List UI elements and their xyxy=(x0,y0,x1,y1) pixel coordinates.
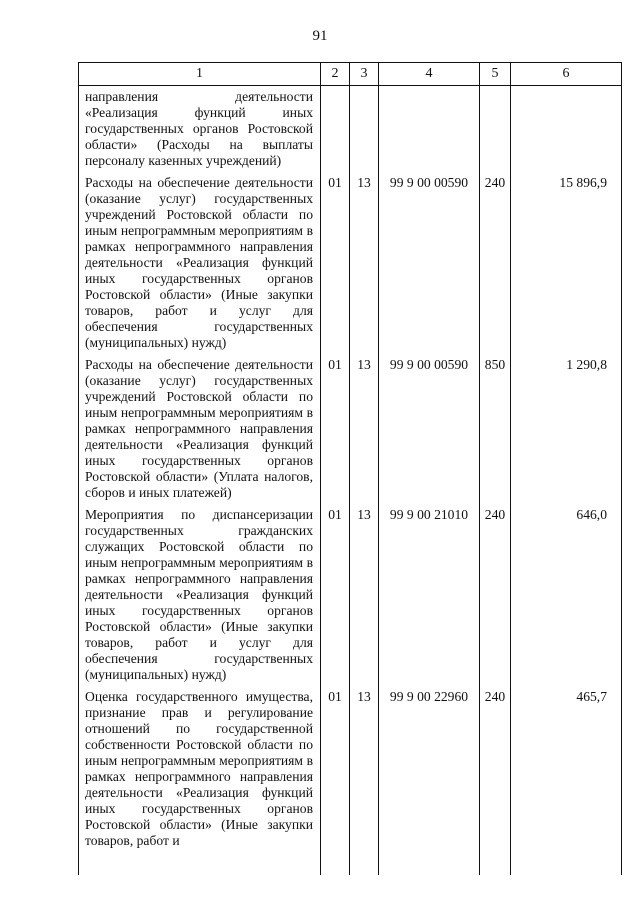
row-section: 01 xyxy=(321,507,350,689)
row-description: Мероприятия по диспансеризации государственных гражданских служащих Ростовской области по иным непрограммным мероприятиям в рамках непрограммного направления деятельности «Реализация функций иных государственных органов Ростовской области» (Иные закупки товаров, работ и услуг для обеспечения государственных (муниципальных) нужд) xyxy=(79,507,321,689)
row-amount: 15 896,9 xyxy=(511,175,622,357)
row-expense-type: 240 xyxy=(480,175,511,357)
row-expense-type: 240 xyxy=(480,507,511,689)
row-target-code: 99 9 00 00590 xyxy=(379,175,480,357)
row-subsection: 13 xyxy=(350,507,379,689)
row-section: 01 xyxy=(321,689,350,875)
row-description: направления деятельности «Реализация функций иных государственных органов Ростовской области» (Расходы на выплаты персоналу казенных учреждений) xyxy=(79,86,321,176)
table-row xyxy=(79,689,622,875)
table-row xyxy=(79,175,622,357)
table-row xyxy=(79,507,622,689)
header-col-1: 1 xyxy=(79,63,321,86)
row-expense-type: 240 xyxy=(480,689,511,875)
row-target-code xyxy=(379,86,480,176)
row-section: 01 xyxy=(321,175,350,357)
row-subsection: 13 xyxy=(350,175,379,357)
header-col-4: 4 xyxy=(379,63,480,86)
row-amount: 1 290,8 xyxy=(511,357,622,507)
row-target-code: 99 9 00 00590 xyxy=(379,357,480,507)
page-number: 91 xyxy=(312,28,328,44)
table-row xyxy=(79,86,622,176)
header-col-3: 3 xyxy=(350,63,379,86)
header-col-2: 2 xyxy=(321,63,350,86)
header-col-6: 6 xyxy=(511,63,622,86)
row-target-code: 99 9 00 21010 xyxy=(379,507,480,689)
row-subsection: 13 xyxy=(350,689,379,875)
budget-table xyxy=(78,62,622,875)
row-description: Расходы на обеспечение деятельности (оказание услуг) государственных учреждений Ростовской области по иным непрограммным мероприятиям в рамках непрограммного направления деятельности «Реализация функций иных государственных органов Ростовской области» (Иные закупки товаров, работ и услуг для обеспечения государственных (муниципальных) нужд) xyxy=(79,175,321,357)
row-expense-type xyxy=(480,86,511,176)
row-section: 01 xyxy=(321,357,350,507)
row-target-code: 99 9 00 22960 xyxy=(379,689,480,875)
header-col-5: 5 xyxy=(480,63,511,86)
table-header-row xyxy=(79,63,622,86)
row-subsection xyxy=(350,86,379,176)
row-subsection: 13 xyxy=(350,357,379,507)
row-description: Расходы на обеспечение деятельности (оказание услуг) государственных учреждений Ростовской области по иным непрограммным мероприятиям в рамках непрограммного направления деятельности «Реализация функций иных государственных органов Ростовской области» (Уплата налогов, сборов и иных платежей) xyxy=(79,357,321,507)
row-section xyxy=(321,86,350,176)
row-expense-type: 850 xyxy=(480,357,511,507)
row-amount: 646,0 xyxy=(511,507,622,689)
row-description: Оценка государственного имущества, признание прав и регулирование отношений по государственной собственности Ростовской области по иным непрограммным мероприятиям в рамках непрограммного направления деятельности «Реализация функций иных государственных органов Ростовской области» (Иные закупки товаров, работ и xyxy=(79,689,321,875)
row-amount: 465,7 xyxy=(511,689,622,875)
row-amount xyxy=(511,86,622,176)
table-row xyxy=(79,357,622,507)
